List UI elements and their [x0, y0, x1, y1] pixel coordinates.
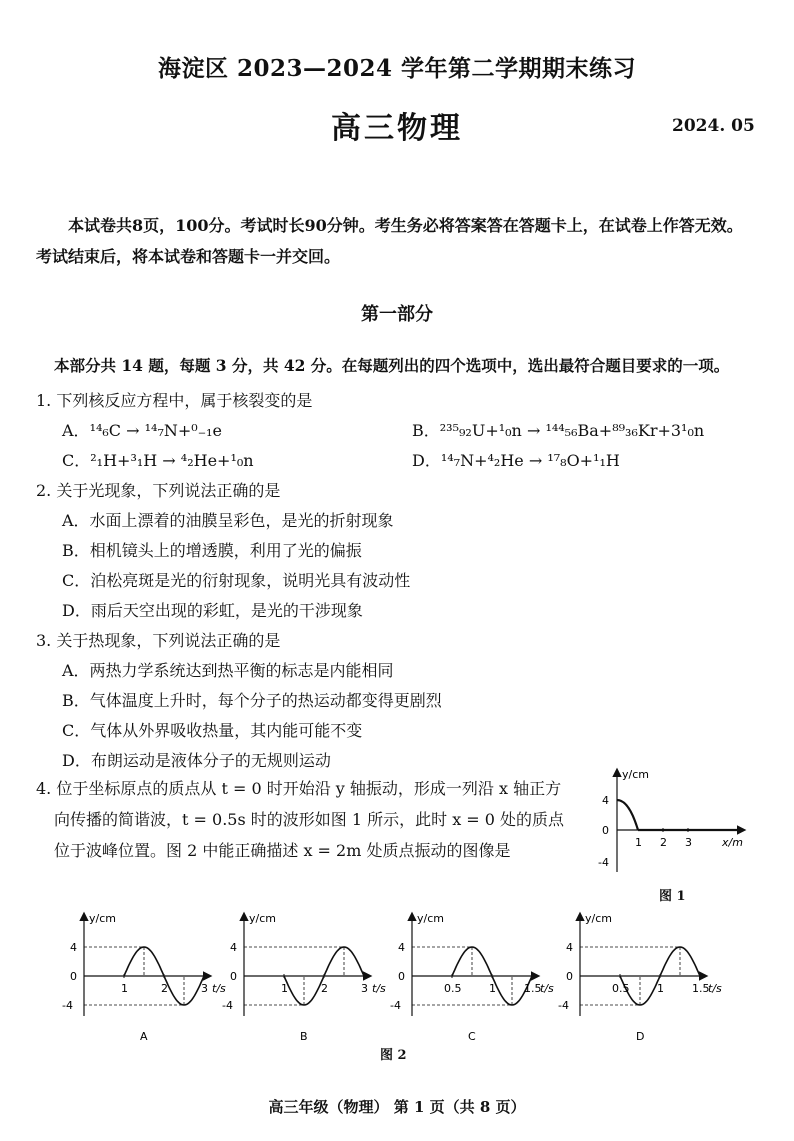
fig2-d-ylabel: y/cm	[585, 912, 612, 925]
fig2-d-ytick-neg4: -4	[558, 999, 569, 1012]
fig2-b-xtick-1: 1	[281, 982, 288, 995]
q2-stem: 2. 关于光现象，下列说法正确的是	[36, 481, 281, 500]
q1-stem: 1. 下列核反应方程中，属于核裂变的是	[36, 391, 313, 410]
fig2-b-xtick-2: 2	[321, 982, 328, 995]
fig1-xtick-2: 2	[660, 836, 667, 849]
fig2-a-ytick-0: 0	[70, 970, 77, 983]
fig2-c-ytick-4: 4	[398, 941, 405, 954]
exam-title: 海淀区 2023—2024 学年第二学期期末练习	[157, 55, 637, 82]
fig2-a-xlabel: t/s	[212, 982, 226, 995]
fig2-graph-b-label: B	[300, 1030, 308, 1043]
fig2-graph-d	[548, 908, 728, 1048]
page-footer: 高三年级（物理） 第 1 页（共 8 页）	[268, 1098, 526, 1116]
fig2-a-ylabel: y/cm	[89, 912, 116, 925]
fig2-c-xtick-2: 1	[489, 982, 496, 995]
fig2-d-xtick-3: 1.5	[692, 982, 710, 995]
fig2-graph-a-label: A	[140, 1030, 148, 1043]
q4-line-3: 位于波峰位置。图 2 中能正确描述 x = 2m 处质点振动的图像是	[54, 841, 511, 860]
exam-intro: 本试卷共8页，100分。考试时长90分钟。考生务必将答案答在答题卡上，在试卷上作答无效。考试结束后，将本试卷和答题卡一并交回。	[36, 216, 743, 266]
q2-option-b: B．相机镜头上的增透膜，利用了光的偏振	[62, 541, 362, 560]
fig2-d-ytick-4: 4	[566, 941, 573, 954]
q1-option-b-equation: ²³⁵₉₂U+¹₀n → ¹⁴⁴₅₆Ba+⁸⁹₃₆Kr+3¹₀n	[439, 421, 705, 440]
fig2-graph-d-label: D	[636, 1030, 645, 1043]
fig1-xlabel: x/m	[722, 836, 743, 849]
fig2-c-xtick-1: 0.5	[444, 982, 462, 995]
exam-subject: 高三物理	[331, 111, 463, 146]
fig2-a-ytick-4: 4	[70, 941, 77, 954]
q4-line-2: 向传播的简谐波，t = 0.5s 时的波形如图 1 所示，此时 x = 0 处的质点	[54, 810, 565, 829]
fig1-xtick-1: 1	[635, 836, 642, 849]
q4-stem	[36, 773, 596, 866]
fig2-a-ytick-neg4: -4	[62, 999, 73, 1012]
fig2-b-xtick-3: 3	[361, 982, 368, 995]
q3-option-d: D．布朗运动是液体分子的无规则运动	[62, 751, 331, 770]
q4-line-1: 4. 位于坐标原点的质点从 t = 0 时开始沿 y 轴振动，形成一列沿 x 轴正方	[36, 779, 562, 798]
fig1-ytick-neg4: -4	[598, 856, 609, 869]
section-title: 第一部分	[361, 304, 433, 325]
fig2-d-ytick-0: 0	[566, 970, 573, 983]
fig2-graph-c	[380, 908, 560, 1048]
fig1-wave-curve	[617, 800, 638, 830]
fig2-c-ytick-0: 0	[398, 970, 405, 983]
q1-option-d-equation: ¹⁴₇N+⁴₂He → ¹⁷₈O+¹₁H	[440, 451, 620, 470]
q3-stem: 3. 关于热现象，下列说法正确的是	[36, 631, 281, 650]
fig2-d-xtick-2: 1	[657, 982, 664, 995]
fig1-caption: 图 1	[659, 889, 686, 904]
fig2-caption: 图 2	[380, 1048, 407, 1063]
q3-option-b: B．气体温度上升时，每个分子的热运动都变得更剧烈	[62, 691, 442, 710]
q1-option-a: A．¹⁴₆C → ¹⁴₇N+⁰₋₁e	[62, 421, 223, 440]
q1-option-c: C．²₁H+³₁H → ⁴₂He+¹₀n	[62, 451, 254, 470]
fig2-c-xlabel: t/s	[540, 982, 554, 995]
q2-option-d: D．雨后天空出现的彩虹，是光的干涉现象	[62, 601, 363, 620]
fig2-b-ytick-0: 0	[230, 970, 237, 983]
q1-option-d: D．¹⁴₇N+⁴₂He → ¹⁷₈O+¹₁H	[412, 451, 620, 470]
fig1-xtick-3: 3	[685, 836, 692, 849]
fig2-graph-b	[212, 908, 392, 1048]
fig2-a-xtick-1: 1	[121, 982, 128, 995]
fig2-b-ytick-neg4: -4	[222, 999, 233, 1012]
fig2-a-xtick-3: 3	[201, 982, 208, 995]
q1-option-a-equation: ¹⁴₆C → ¹⁴₇N+⁰₋₁e	[89, 421, 223, 440]
fig2-c-ytick-neg4: -4	[390, 999, 401, 1012]
fig2-b-ytick-4: 4	[230, 941, 237, 954]
section-instructions: 本部分共 14 题，每题 3 分，共 42 分。在每题列出的四个选项中，选出最符合题目要求的一项。	[54, 356, 730, 375]
q3-option-a: A．两热力学系统达到热平衡的标志是内能相同	[62, 661, 394, 680]
fig2-a-xtick-2: 2	[161, 982, 168, 995]
q2-option-c: C．泊松亮斑是光的衍射现象，说明光具有波动性	[62, 571, 411, 590]
fig1-ytick-0: 0	[602, 824, 609, 837]
figure-1	[592, 762, 772, 877]
fig2-graph-c-label: C	[468, 1030, 476, 1043]
q2-option-a: A．水面上漂着的油膜呈彩色，是光的折射现象	[62, 511, 394, 530]
q3-option-c: C．气体从外界吸收热量，其内能可能不变	[62, 721, 363, 740]
fig2-b-ylabel: y/cm	[249, 912, 276, 925]
fig2-d-xtick-1: 0.5	[612, 982, 630, 995]
fig2-b-xlabel: t/s	[372, 982, 386, 995]
q1-option-c-equation: ²₁H+³₁H → ⁴₂He+¹₀n	[90, 451, 254, 470]
fig1-ytick-4: 4	[602, 794, 609, 807]
q1-option-b: B．²³⁵₉₂U+¹₀n → ¹⁴⁴₅₆Ba+⁸⁹₃₆Kr+3¹₀n	[412, 421, 705, 440]
exam-date: 2024. 05	[672, 116, 755, 136]
fig2-c-ylabel: y/cm	[417, 912, 444, 925]
fig2-graph-a	[52, 908, 232, 1048]
fig2-c-xtick-3: 1.5	[524, 982, 542, 995]
fig1-ylabel: y/cm	[622, 768, 649, 781]
fig2-d-xlabel: t/s	[708, 982, 722, 995]
